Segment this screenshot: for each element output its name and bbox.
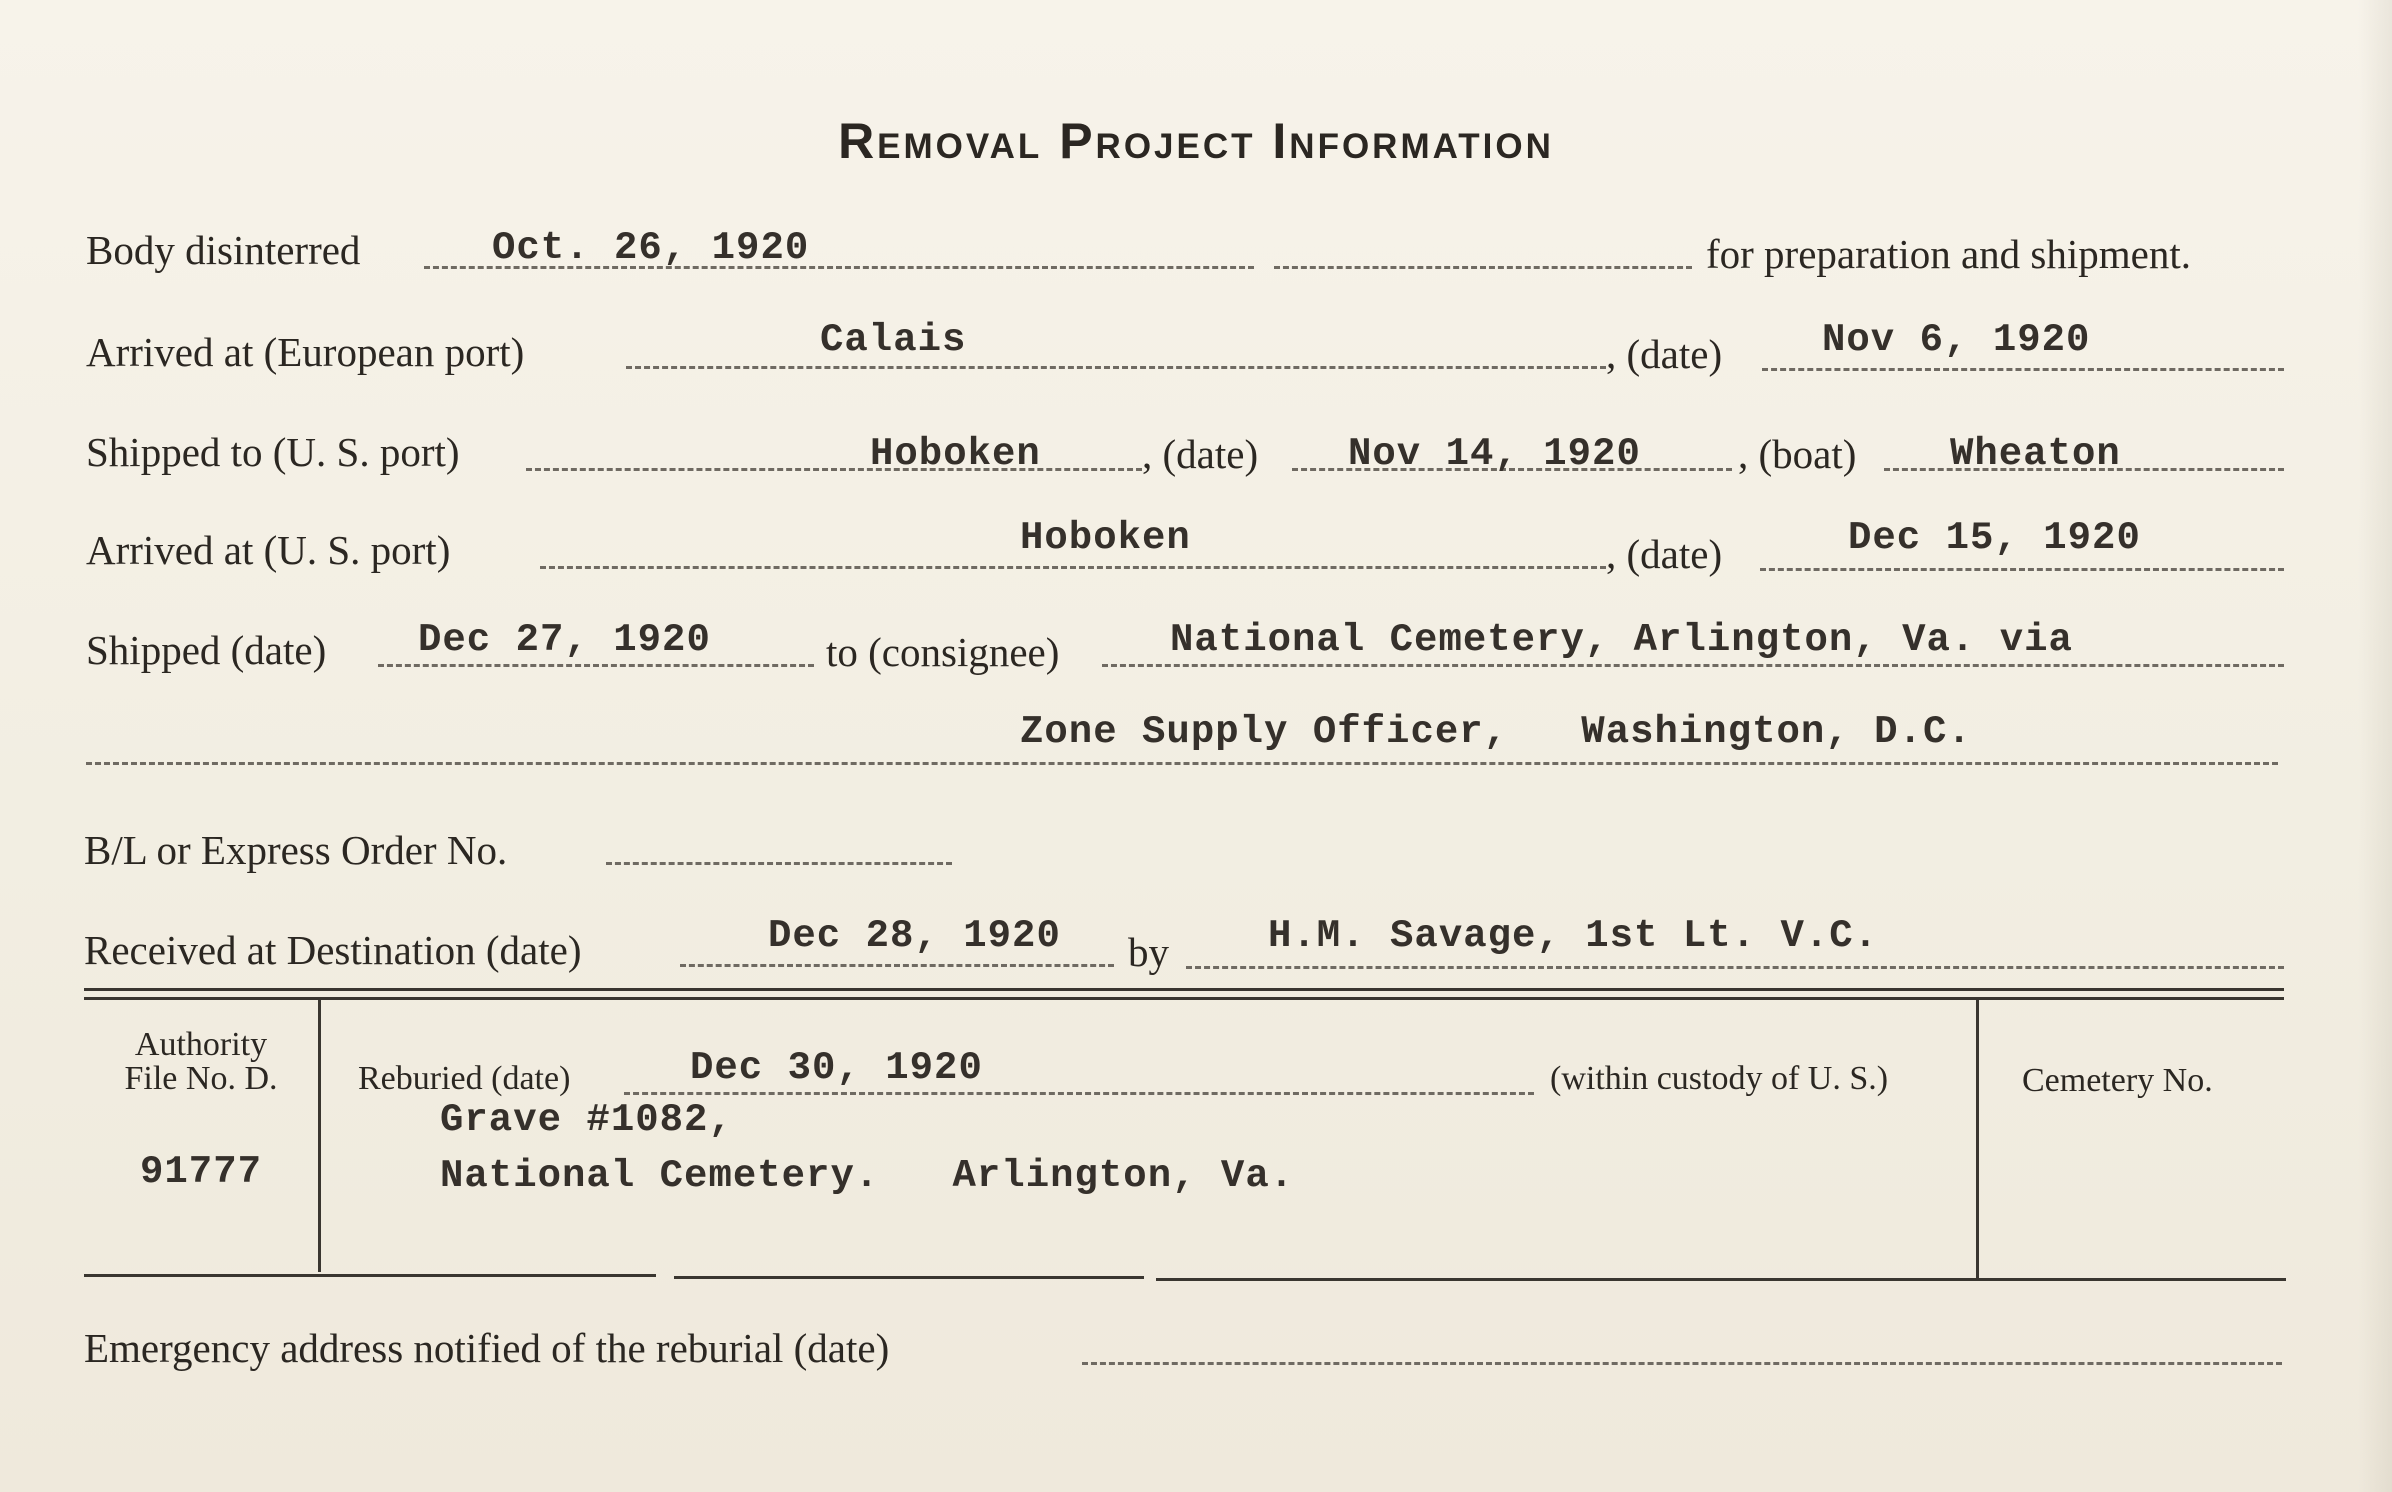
arrived-us-port-line	[540, 566, 1606, 569]
grave-line2: National Cemetery. Arlington, Va.	[440, 1154, 1295, 1198]
reburied-label: Reburied (date)	[358, 1060, 571, 1097]
received-date: Dec 28, 1920	[768, 914, 1061, 958]
arrived-european-date: Nov 6, 1920	[1822, 318, 2091, 362]
shipped-us-boat: Wheaton	[1950, 432, 2121, 476]
divider-left	[318, 1000, 321, 1272]
authority-file-no: 91777	[139, 1150, 263, 1194]
shipped-date-label: Shipped (date)	[86, 627, 327, 673]
form-title: Removal Project Information	[838, 113, 1554, 169]
shipped-us-port-line	[526, 468, 1142, 471]
arrived-us-date: Dec 15, 1920	[1848, 516, 2141, 560]
arrived-european-date-label: , (date)	[1606, 331, 1723, 377]
bottom-rule-2	[674, 1276, 1144, 1279]
consignee-line2: Zone Supply Officer, Washington, D.C.	[1020, 710, 1972, 754]
received-by-label: by	[1128, 929, 1169, 975]
received-date-line	[680, 964, 1114, 967]
arrived-us-label: Arrived at (U. S. port)	[86, 527, 451, 573]
shipped-us-label: Shipped to (U. S. port)	[86, 429, 460, 475]
body-disinterred-suffix: for preparation and shipment.	[1706, 231, 2192, 277]
shipped-us-date-label: , (date)	[1142, 431, 1259, 477]
body-disinterred-line-2	[1274, 266, 1692, 269]
consignee-line1: National Cemetery, Arlington, Va. via	[1170, 618, 2073, 662]
authority-label-2: File No. D.	[124, 1060, 278, 1097]
bl-order-line	[606, 862, 952, 865]
arrived-us-port: Hoboken	[1020, 516, 1191, 560]
arrived-us-date-label: , (date)	[1606, 531, 1723, 577]
received-label: Received at Destination (date)	[84, 927, 582, 973]
shipped-us-boat-label: , (boat)	[1738, 431, 1857, 477]
shipped-us-port: Hoboken	[870, 432, 1041, 476]
consignee-line-2	[86, 762, 2278, 765]
received-by-line	[1186, 966, 2284, 969]
bottom-rule-3	[1156, 1278, 2286, 1281]
emergency-line	[1082, 1362, 2282, 1365]
arrived-european-date-line	[1762, 368, 2284, 371]
body-disinterred-value: Oct. 26, 1920	[492, 226, 810, 270]
reburied-date: Dec 30, 1920	[690, 1046, 983, 1090]
arrived-us-date-line	[1760, 568, 2284, 571]
top-rule-1	[84, 988, 2284, 991]
consignee-label: to (consignee)	[826, 629, 1060, 675]
shipped-us-date: Nov 14, 1920	[1348, 432, 1641, 476]
arrived-european-port: Calais	[820, 318, 967, 362]
authority-label-1: Authority	[134, 1026, 268, 1063]
arrived-european-line	[626, 366, 1606, 369]
emergency-label: Emergency address notified of the reburial (date)	[84, 1325, 890, 1371]
received-by: H.M. Savage, 1st Lt. V.C.	[1268, 914, 1879, 958]
shipped-date: Dec 27, 1920	[418, 618, 711, 662]
arrived-european-label: Arrived at (European port)	[86, 329, 525, 375]
body-disinterred-label: Body disinterred	[86, 227, 361, 273]
reburied-date-line	[624, 1092, 1534, 1095]
divider-right	[1976, 1000, 1979, 1280]
bl-order-label: B/L or Express Order No.	[84, 827, 508, 873]
shipped-date-line	[378, 664, 814, 667]
custody-note: (within custody of U. S.)	[1550, 1060, 1889, 1097]
top-rule-2	[84, 997, 2284, 1000]
bottom-rule-1	[84, 1274, 656, 1277]
consignee-line	[1102, 664, 2284, 667]
cemetery-no-label: Cemetery No.	[2022, 1062, 2213, 1099]
grave-line1: Grave #1082,	[440, 1098, 733, 1142]
